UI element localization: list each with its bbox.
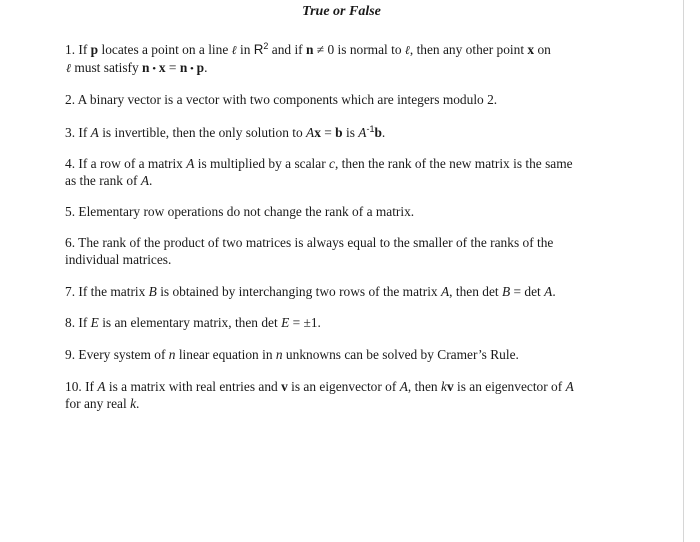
question-9: 9. Every system of n linear equation in n unknowns can be solved by Cramer’s Rule.	[65, 347, 519, 362]
question-1: 1. If p locates a point on a line ℓ in $R^2$ and if n ≠ 0 is normal to ℓ, then any other point x on ℓ must satisfy n • x = n • p.	[65, 41, 551, 75]
question-2: 2. A binary vector is a vector with two components which are integers modulo 2.	[65, 92, 498, 107]
page-title: True or False	[302, 4, 381, 19]
question-5: 5. Elementary row operations do not change the rank of a matrix.	[65, 204, 415, 219]
question-7: 7. If the matrix B is obtained by interchanging two rows of the matrix A, then det B = det A.	[65, 284, 556, 299]
question-8: 8. If E is an elementary matrix, then det E = ±1.	[65, 315, 321, 330]
line-ell-symbol: ℓ	[231, 43, 237, 57]
question-6: 6. The rank of the product of two matrices is always equal to the smaller of the ranks of the individual matrices.	[65, 235, 554, 267]
question-list	[65, 38, 610, 412]
question-10: 10. If A is a matrix with real entries and v is an eigenvector of A, then kv is an eigenvector of A for any real k.	[65, 379, 574, 411]
page-edge-divider	[683, 0, 684, 542]
question-3: 3. If A is invertible, then the only solution to Ax = b is $A^{-1}b$.	[65, 124, 386, 140]
question-4: 4. If a row of a matrix A is multiplied by a scalar c, then the rank of the new matrix is the same as the rank of A.	[65, 156, 573, 188]
